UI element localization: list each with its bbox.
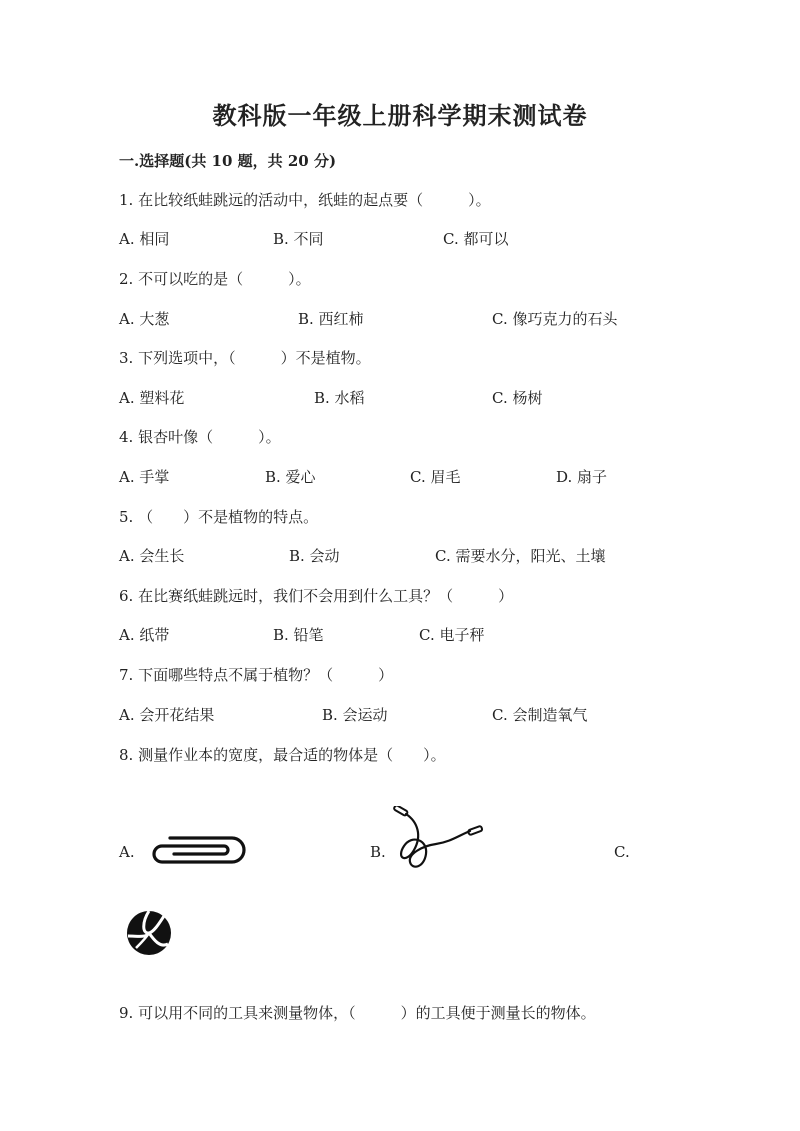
q3-option-b[interactable]: B. 水稻 bbox=[314, 389, 365, 407]
q2-option-b[interactable]: B. 西红柿 bbox=[298, 310, 364, 328]
q8-option-c[interactable]: C. bbox=[614, 843, 630, 861]
question-1-stem: 1. 在比较纸蛙跳远的活动中，纸蛙的起点要（ ）。 bbox=[119, 191, 491, 209]
q5-option-c[interactable]: C. 需要水分，阳光、土壤 bbox=[435, 547, 606, 565]
q8-option-a[interactable]: A. bbox=[119, 843, 135, 861]
q7-option-b[interactable]: B. 会运动 bbox=[322, 706, 388, 724]
question-2-stem: 2. 不可以吃的是（ ）。 bbox=[119, 270, 311, 288]
page-title: 教科版一年级上册科学期末测试卷 bbox=[212, 101, 588, 130]
q1-option-b[interactable]: B. 不同 bbox=[273, 230, 324, 248]
question-6-stem: 6. 在比赛纸蛙跳远时，我们不会用到什么工具？（ ） bbox=[119, 587, 514, 605]
q4-option-c[interactable]: C. 眉毛 bbox=[410, 468, 461, 486]
q6-option-a[interactable]: A. 纸带 bbox=[119, 626, 170, 644]
q4-option-a[interactable]: A. 手掌 bbox=[119, 468, 170, 486]
section-heading: 一.选择题(共 10 题，共 20 分) bbox=[119, 152, 337, 170]
question-3-stem: 3. 下列选项中，（ ）不是植物。 bbox=[119, 349, 371, 367]
q7-option-c[interactable]: C. 会制造氧气 bbox=[492, 706, 588, 724]
volleyball-icon bbox=[124, 908, 174, 958]
question-4-stem: 4. 银杏叶像（ ）。 bbox=[119, 428, 281, 446]
q2-option-a[interactable]: A. 大葱 bbox=[119, 310, 170, 328]
q1-option-a[interactable]: A. 相同 bbox=[119, 230, 170, 248]
question-5-stem: 5. （ ）不是植物的特点。 bbox=[119, 508, 319, 526]
q8-option-b[interactable]: B. bbox=[370, 843, 386, 861]
q7-option-a[interactable]: A. 会开花结果 bbox=[119, 706, 215, 724]
question-8-stem: 8. 测量作业本的宽度，最合适的物体是（ ）。 bbox=[119, 746, 446, 764]
q3-option-a[interactable]: A. 塑料花 bbox=[119, 389, 185, 407]
jump-rope-icon bbox=[392, 806, 487, 872]
paperclip-icon bbox=[140, 832, 248, 872]
q4-option-d[interactable]: D. 扇子 bbox=[556, 468, 608, 486]
q5-option-b[interactable]: B. 会动 bbox=[289, 547, 340, 565]
q6-option-c[interactable]: C. 电子秤 bbox=[419, 626, 485, 644]
question-7-stem: 7. 下面哪些特点不属于植物？（ ） bbox=[119, 666, 394, 684]
q5-option-a[interactable]: A. 会生长 bbox=[119, 547, 185, 565]
q1-option-c[interactable]: C. 都可以 bbox=[443, 230, 509, 248]
q3-option-c[interactable]: C. 杨树 bbox=[492, 389, 543, 407]
q4-option-b[interactable]: B. 爱心 bbox=[265, 468, 316, 486]
question-9-stem: 9. 可以用不同的工具来测量物体，（ ）的工具便于测量长的物体。 bbox=[119, 1004, 596, 1022]
q6-option-b[interactable]: B. 铅笔 bbox=[273, 626, 324, 644]
q2-option-c[interactable]: C. 像巧克力的石头 bbox=[492, 310, 618, 328]
